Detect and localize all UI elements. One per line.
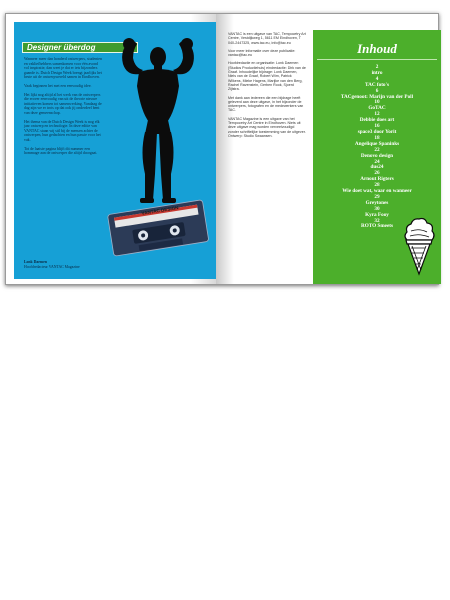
toc-entry-label: GoTAC <box>368 105 386 112</box>
tape-label: VANTAC DESIGN <box>141 205 179 216</box>
toc-title: Inhoud <box>357 41 397 56</box>
toc-entry[interactable] <box>313 148 441 160</box>
toc-list <box>313 65 441 230</box>
ice-cream-cone-icon <box>399 214 439 276</box>
toc-entry-label: TAC foto's <box>365 81 389 88</box>
toc-page-number: 18 <box>374 134 380 141</box>
toc-entry-label: intro <box>371 69 383 76</box>
colophon-paragraph: Met dank aan iedereen die een bijdrage heeft geleverd aan deze uitgave, in het bijzonder de ontwerpers, fotografen en de medewerkers van TAC. <box>228 95 304 113</box>
toc-entry[interactable] <box>313 195 441 207</box>
toc-entry-label: ROTO Smeets <box>360 223 394 230</box>
signature-name: Lonk Daemen <box>24 260 47 264</box>
toc-page-number: 6 <box>375 87 379 94</box>
signature-role: Hoofdredacteur VANTAC Magazine <box>24 264 80 269</box>
toc-entry-label: Angelique Spaninks <box>354 140 400 147</box>
toc-page-number: 32 <box>374 217 380 224</box>
article-signature <box>24 260 124 269</box>
toc-entry-label: TACgenoot: Marijn van der Poll <box>340 93 414 100</box>
toc-entry-label: Debbie does art <box>359 117 395 124</box>
colophon-paragraph: Hoofdredactie en organisatie: Lonk Daemen (Studios Productiehuis) eindredactie: Dirk van de Graaf. Inhoudelijke bijdrage: Lonk Daemen, Niels van de Graaf, Robert Wim, Patrick Wilkens, Mieke Hagens, Marijke van den Berg, Rachel Ravenstein, Gerben Rook, Sjoerd Zijlstra. <box>228 61 306 92</box>
article-paragraph: Tot de laatste pagina blijft dit nummer een hommage aan de ontwerper die altijd doorgaat. <box>24 146 98 156</box>
toc-entry-label: space3 door Yorit <box>357 128 397 135</box>
article-paragraph: Het thema van de Dutch Design Week is nog elk jaar ontwerp en technologie. In deze editie van VANTAC staan wij stil bij de mensen achter de ontwerpen, hun gedachten en hun passie voor het vak. <box>24 119 101 142</box>
toc-entry-label: Kyra Fooy <box>365 211 389 218</box>
toc-page-number: 16 <box>374 123 380 130</box>
toc-page-number: 22 <box>374 146 380 153</box>
toc-entry[interactable] <box>313 77 441 89</box>
toc-entry-label: Wie doet wat, waar en wanneer <box>342 188 412 195</box>
article-title: Designer überdog <box>22 42 138 53</box>
toc-page-number: 12 <box>374 111 380 118</box>
toc-page-number: 28 <box>374 182 380 189</box>
toc-entry-label: Arnout Rigters <box>360 176 394 183</box>
article-body <box>24 57 102 160</box>
colophon-paragraph: VANTAC Magazine is een uitgave van het Tempocetry Art Centre in Eindhoven. Niets uit deze uitgave mag worden verveelvoudigd zonder schriftelijke toestemming van de uitgever. Ontwerp: Studio Swaansen. <box>228 116 306 138</box>
toc-page-number: 2 <box>375 64 379 70</box>
toc-divider <box>317 59 437 60</box>
article-paragraph: Wanneer meer dan honderd ontwerpers, studenten en vakliefhebbers samenkomen voor één avond vol inspiratie, dan weet je dat er iets bijzonders gaande is. Dutch Design Week brengt jaarlijks het beste uit de ontwerpwereld samen in Eindhoven. <box>24 57 102 80</box>
toc-page-number: 26 <box>374 170 380 177</box>
toc-page-number: 30 <box>374 205 380 212</box>
colophon-paragraph: Voor meer informatie over deze publicatie: vantac@tac.eu <box>228 48 296 58</box>
toc-entry-label: Denovo design <box>360 152 394 159</box>
article-paragraph: Vaak beginnen het met een eenvoudig idee. <box>24 83 92 88</box>
colophon <box>228 32 306 142</box>
toc-page-number: 4 <box>375 75 379 82</box>
article-paragraph: Het lijkt nog altijd al het werk van de ontwerpers die erover eenvoudig van uit de theorie nieuwe initiatieven komen tot samenwerking. Vandaag de dag zijn we er trots op dat ook jij onderdeel bent van deze gemeenschap. <box>24 92 102 115</box>
toc-page-number: 29 <box>374 193 380 200</box>
cassette-tape-image <box>106 197 211 257</box>
toc-page-number: 24 <box>374 158 380 165</box>
toc-entry-label: Greytones <box>365 199 389 206</box>
bodybuilder-silhouette <box>109 24 205 209</box>
magazine-spread <box>5 13 439 285</box>
colophon-paragraph: VANTAC is een uitgave van TAC, Tempocetry Art Centre, Vestdijkweg 1, 5611 EM Eindhoven, T 040-2447325, www.tac.eu, info@tac.eu <box>228 32 306 45</box>
toc-page-number: 10 <box>374 99 380 106</box>
toc-entry[interactable] <box>313 136 441 148</box>
toc-entry-label: dus24 <box>370 164 384 171</box>
